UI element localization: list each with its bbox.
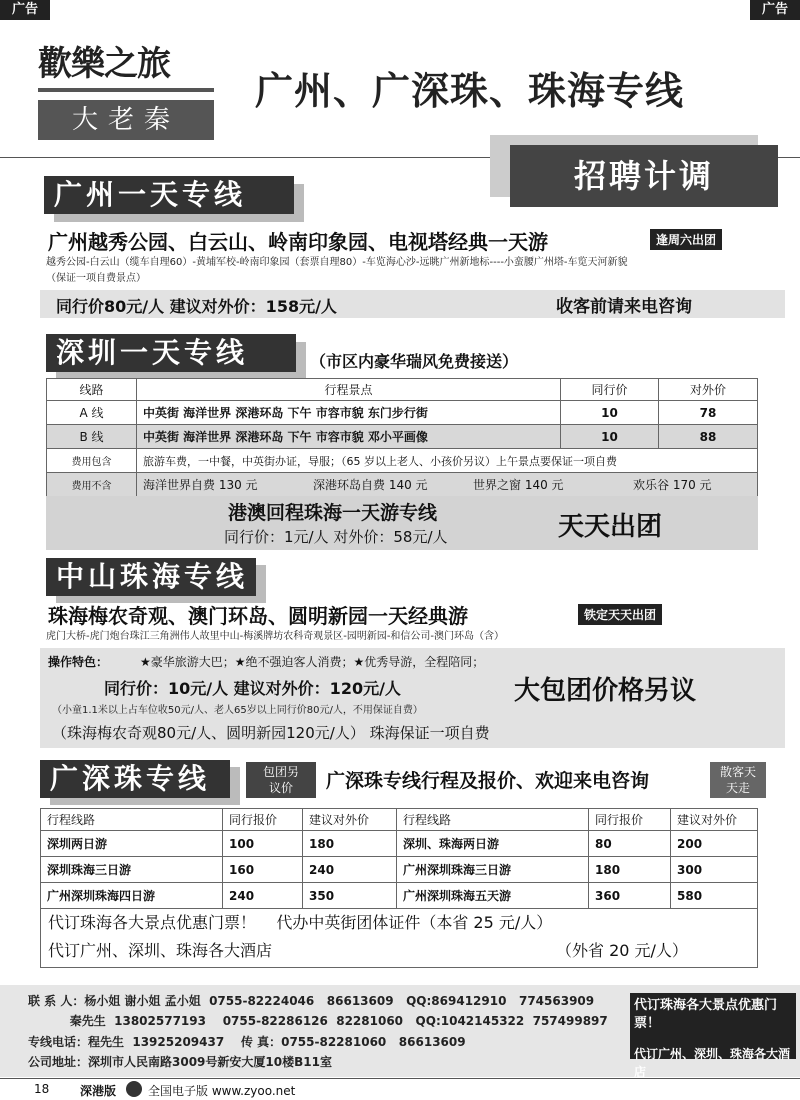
table-header-row bbox=[47, 379, 758, 401]
ad-label-right: 广告 bbox=[750, 0, 800, 20]
recruit-banner: 招聘计调 bbox=[510, 145, 778, 207]
contact-line-1: 联 系 人：杨小姐 谢小姐 孟小姐 0755-82224046 86613609 QQ:869412910 774563909 bbox=[28, 994, 595, 1008]
col-header: 建议对外价 bbox=[671, 809, 758, 831]
col-header: 线路 bbox=[47, 379, 137, 401]
col-header: 对外价 bbox=[659, 379, 758, 401]
zs-note-fees: （珠海梅农奇观80元/人、圆明新园120元/人） 珠海保证一项自费 bbox=[52, 724, 490, 742]
fee-item: 世界之窗 140 元 bbox=[473, 478, 564, 492]
cell: 广州深圳珠海五天游 bbox=[397, 883, 589, 909]
gsz-daily-tag: 散客天天走 bbox=[710, 762, 766, 798]
zs-section-head: 中山珠海专线 bbox=[46, 558, 256, 596]
gz-price: 同行价80元/人 建议对外价：158元/人 bbox=[56, 297, 337, 316]
contact-address: 公司地址：深圳市人民南路3009号新安大厦10楼B11室 bbox=[28, 1055, 332, 1069]
page-title: 广州、广深珠、珠海专线 bbox=[255, 68, 685, 113]
sz-section-head: 深圳一天专线 bbox=[46, 334, 296, 372]
zs-note-child: （小童1.1米以上占车位收50元/人、老人65岁以上同行价80元/人，不用保证自费） bbox=[52, 705, 423, 716]
gsz-service-2: 代订广州、深圳、珠海各大酒店 bbox=[48, 941, 273, 960]
cell: 深圳、珠海两日游 bbox=[397, 831, 589, 857]
brand-underline bbox=[38, 88, 214, 92]
col-header: 行程景点 bbox=[137, 379, 561, 401]
gz-departure-badge: 逢周六出团 bbox=[650, 229, 722, 250]
cell: 360 bbox=[589, 883, 671, 909]
gz-tour-title: 广州越秀公园、白云山、岭南印象园、电视塔经典一天游 bbox=[48, 230, 548, 254]
zs-route: 虎门大桥-虎门炮台珠江三角洲伟人故里中山-梅溪牌坊农科奇观景区-园明新园-和信公司-澳门环岛（含） bbox=[46, 631, 505, 642]
table-row bbox=[47, 401, 758, 425]
fee-label: 费用不含 bbox=[47, 473, 137, 497]
hk-price: 同行价：1元/人 对外价：58元/人 bbox=[224, 528, 448, 546]
cell: 300 bbox=[671, 857, 758, 883]
cell: 80 bbox=[589, 831, 671, 857]
col-header: 同行报价 bbox=[223, 809, 303, 831]
col-header: 同行价 bbox=[561, 379, 659, 401]
site-url[interactable]: 全国电子版 www.zyoo.net bbox=[148, 1084, 296, 1098]
brand-name: 大老秦 bbox=[38, 100, 214, 140]
hk-title: 港澳回程珠海一天游专线 bbox=[228, 502, 438, 524]
col-header: 同行报价 bbox=[589, 809, 671, 831]
zs-price: 同行价：10元/人 建议对外价：120元/人 bbox=[104, 679, 401, 698]
contact-line-2: 秦先生 13802577193 0755-82286126 82281060 QQ:1042145322 757499897 bbox=[28, 1014, 608, 1028]
fee-label: 费用包含 bbox=[47, 449, 137, 473]
sz-pickup-note: （市区内豪华瑞风免费接送） bbox=[310, 352, 519, 371]
hk-daily: 天天出团 bbox=[558, 512, 663, 542]
cell: 100 bbox=[223, 831, 303, 857]
cell: 240 bbox=[223, 883, 303, 909]
gz-consult: 收客前请来电咨询 bbox=[556, 297, 692, 317]
table-header-row bbox=[41, 809, 758, 831]
zs-tour-title: 珠海梅农奇观、澳门环岛、圆明新园一天经典游 bbox=[48, 604, 468, 628]
col-header: 行程线路 bbox=[41, 809, 223, 831]
cell: 180 bbox=[303, 831, 397, 857]
gsz-title: 广深珠专线行程及报价、欢迎来电咨询 bbox=[326, 770, 650, 792]
cell: 180 bbox=[589, 857, 671, 883]
page-footer bbox=[0, 1078, 800, 1100]
contact-line-3: 专线电话：程先生 13925209437 传 真：0755-82281060 86613609 bbox=[28, 1035, 466, 1049]
route-spots: 中英街 海洋世界 深港环岛 下午 市容市貌 邓小平画像 bbox=[137, 425, 561, 449]
fee-included: 旅游车费，一中餐，中英街办证，导服；（65 岁以上老人、小孩价另议）上午景点要保证一项自费 bbox=[137, 449, 758, 473]
gz-section-head: 广州一天专线 bbox=[44, 176, 294, 214]
route-spots: 中英街 海洋世界 深港环岛 下午 市容市貌 东门步行街 bbox=[137, 401, 561, 425]
gsz-service-3: （外省 20 元/人） bbox=[556, 941, 688, 960]
promo-line-2: 代订广州、深圳、珠海各大酒店 bbox=[634, 1047, 791, 1079]
gsz-service-1: 代订珠海各大景点优惠门票！ 代办中英街团体证件（本省 25 元/人） bbox=[48, 913, 553, 932]
fee-item: 深港环岛自费 140 元 bbox=[313, 478, 428, 492]
retail-price: 88 bbox=[659, 425, 758, 449]
route-line: B 线 bbox=[47, 425, 137, 449]
cell: 深圳珠海三日游 bbox=[41, 857, 223, 883]
zs-feature-label: 操作特色： bbox=[48, 655, 109, 669]
zs-bulk-note: 大包团价格另议 bbox=[514, 676, 697, 706]
cell: 广州深圳珠海三日游 bbox=[397, 857, 589, 883]
peer-price: 10 bbox=[561, 425, 659, 449]
promo-box bbox=[630, 993, 796, 1079]
cell: 200 bbox=[671, 831, 758, 857]
col-header: 行程线路 bbox=[397, 809, 589, 831]
promo-line-1: 代订珠海各大景点优惠门票！ bbox=[634, 998, 778, 1031]
page-number: 18 bbox=[34, 1082, 50, 1096]
gsz-group-tag: 包团另议价 bbox=[246, 762, 316, 798]
table-row bbox=[41, 883, 758, 909]
ad-label-left: 广告 bbox=[0, 0, 50, 20]
col-header: 建议对外价 bbox=[303, 809, 397, 831]
cell: 160 bbox=[223, 857, 303, 883]
gz-route: 越秀公园-白云山（缆车自理60）-黄埔军校-岭南印象园（套票自理80）-车览海心沙-远眺广州新地标----小蛮腰广州塔-车览天河新貌 bbox=[46, 257, 628, 268]
retail-price: 78 bbox=[659, 401, 758, 425]
cell: 深圳两日游 bbox=[41, 831, 223, 857]
edition-icon bbox=[126, 1081, 142, 1097]
route-line: A 线 bbox=[47, 401, 137, 425]
gsz-table bbox=[40, 808, 758, 909]
gz-note: （保证一项自费景点） bbox=[46, 273, 146, 284]
edition-label: 深港版 bbox=[80, 1084, 117, 1098]
brand-logo: 歡樂之旅 bbox=[38, 44, 170, 84]
table-row bbox=[41, 857, 758, 883]
fee-item: 欢乐谷 170 元 bbox=[633, 478, 712, 492]
table-row bbox=[47, 449, 758, 473]
cell: 240 bbox=[303, 857, 397, 883]
gsz-section-head: 广深珠专线 bbox=[40, 760, 230, 798]
cell: 广州深圳珠海四日游 bbox=[41, 883, 223, 909]
zs-departure-badge: 铁定天天出团 bbox=[578, 604, 662, 625]
peer-price: 10 bbox=[561, 401, 659, 425]
table-row bbox=[47, 473, 758, 497]
table-row bbox=[47, 425, 758, 449]
cell: 580 bbox=[671, 883, 758, 909]
fee-item: 海洋世界自费 130 元 bbox=[143, 478, 258, 492]
sz-table bbox=[46, 378, 758, 497]
fee-excluded bbox=[137, 473, 758, 497]
zs-features: ★豪华旅游大巴；★绝不强迫客人消费；★优秀导游，全程陪同； bbox=[140, 655, 485, 669]
table-row bbox=[41, 831, 758, 857]
cell: 350 bbox=[303, 883, 397, 909]
